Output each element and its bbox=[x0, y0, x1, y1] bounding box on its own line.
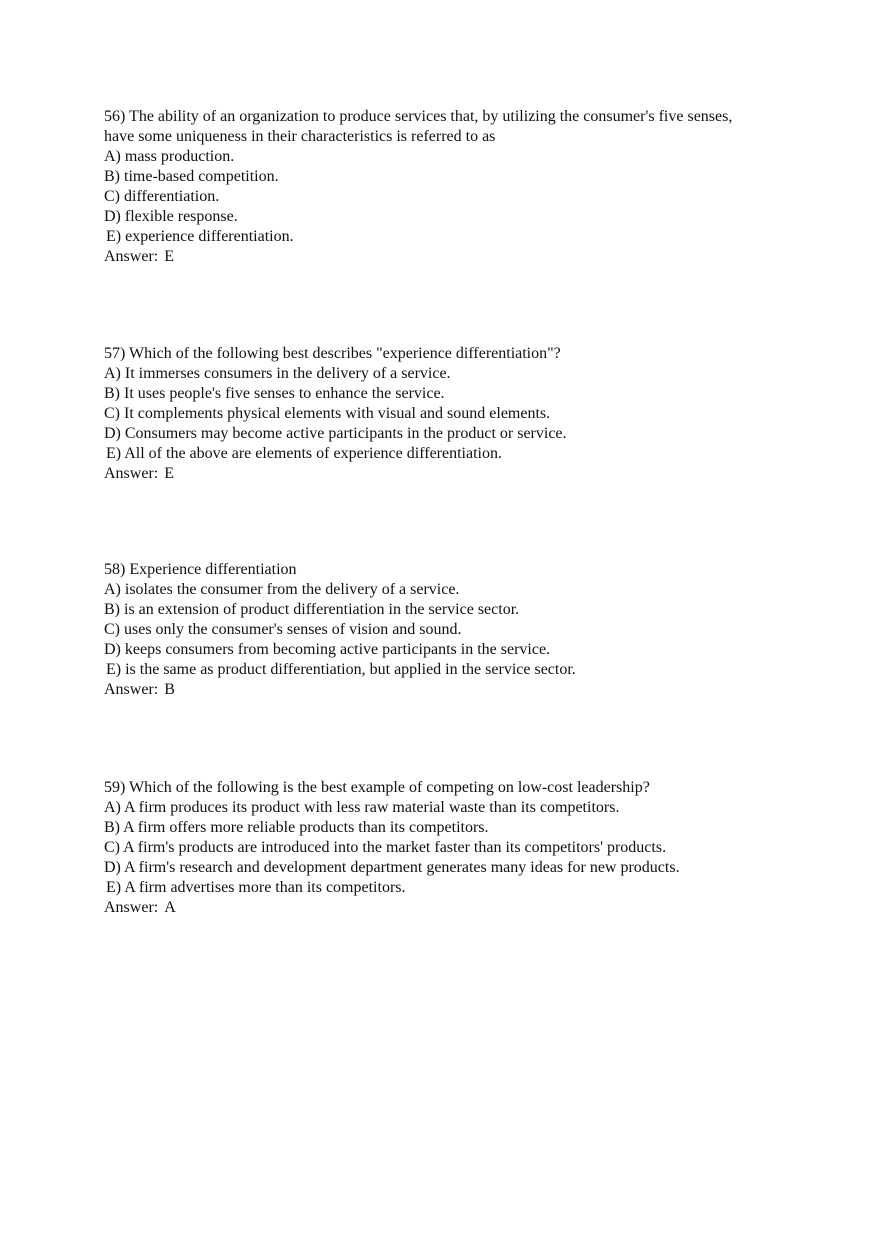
option-a: A) A firm produces its product with less raw material waste than its competitors. bbox=[104, 799, 620, 816]
question-59 bbox=[104, 778, 764, 918]
option-a: A) mass production. bbox=[104, 148, 235, 165]
answer-value: E bbox=[164, 465, 174, 482]
question-stem: 56) The ability of an organization to produce services that, by utilizing the consumer's five senses, have some uniqueness in their characteristics is referred to as bbox=[104, 108, 733, 145]
option-e: E) experience differentiation. bbox=[106, 228, 294, 245]
question-stem: 57) Which of the following best describes "experience differentiation"? bbox=[104, 345, 561, 362]
answer-line bbox=[104, 464, 764, 484]
option-c: C) uses only the consumer's senses of vision and sound. bbox=[104, 621, 462, 638]
question-56 bbox=[104, 107, 764, 267]
answer-line bbox=[104, 247, 764, 267]
option-d: D) keeps consumers from becoming active participants in the service. bbox=[104, 641, 551, 658]
option-b: B) time-based competition. bbox=[104, 168, 279, 185]
option-a: A) isolates the consumer from the delivery of a service. bbox=[104, 581, 460, 598]
question-58 bbox=[104, 560, 764, 700]
option-c: C) It complements physical elements with visual and sound elements. bbox=[104, 405, 551, 422]
option-c: C) A firm's products are introduced into the market faster than its competitors' products. bbox=[104, 839, 667, 856]
option-b: B) is an extension of product differentiation in the service sector. bbox=[104, 601, 520, 618]
option-b: B) A firm offers more reliable products than its competitors. bbox=[104, 819, 489, 836]
option-e: E) is the same as product differentiation, but applied in the service sector. bbox=[106, 661, 576, 678]
question-stem: 59) Which of the following is the best example of competing on low-cost leadership? bbox=[104, 779, 650, 796]
answer-line bbox=[104, 898, 764, 918]
answer-label: Answer: bbox=[104, 681, 159, 698]
answer-value: A bbox=[164, 899, 176, 916]
answer-value: E bbox=[164, 248, 174, 265]
answer-line bbox=[104, 680, 764, 700]
option-d: D) flexible response. bbox=[104, 208, 238, 225]
option-d: D) A firm's research and development department generates many ideas for new products. bbox=[104, 859, 680, 876]
question-stem: 58) Experience differentiation bbox=[104, 561, 297, 578]
option-e: E) All of the above are elements of experience differentiation. bbox=[106, 445, 502, 462]
option-e: E) A firm advertises more than its competitors. bbox=[106, 879, 406, 896]
question-57 bbox=[104, 344, 764, 484]
option-c: C) differentiation. bbox=[104, 188, 220, 205]
answer-label: Answer: bbox=[104, 899, 159, 916]
option-d: D) Consumers may become active participants in the product or service. bbox=[104, 425, 567, 442]
answer-value: B bbox=[164, 681, 175, 698]
answer-label: Answer: bbox=[104, 465, 159, 482]
answer-label: Answer: bbox=[104, 248, 159, 265]
option-b: B) It uses people's five senses to enhance the service. bbox=[104, 385, 445, 402]
option-a: A) It immerses consumers in the delivery of a service. bbox=[104, 365, 451, 382]
